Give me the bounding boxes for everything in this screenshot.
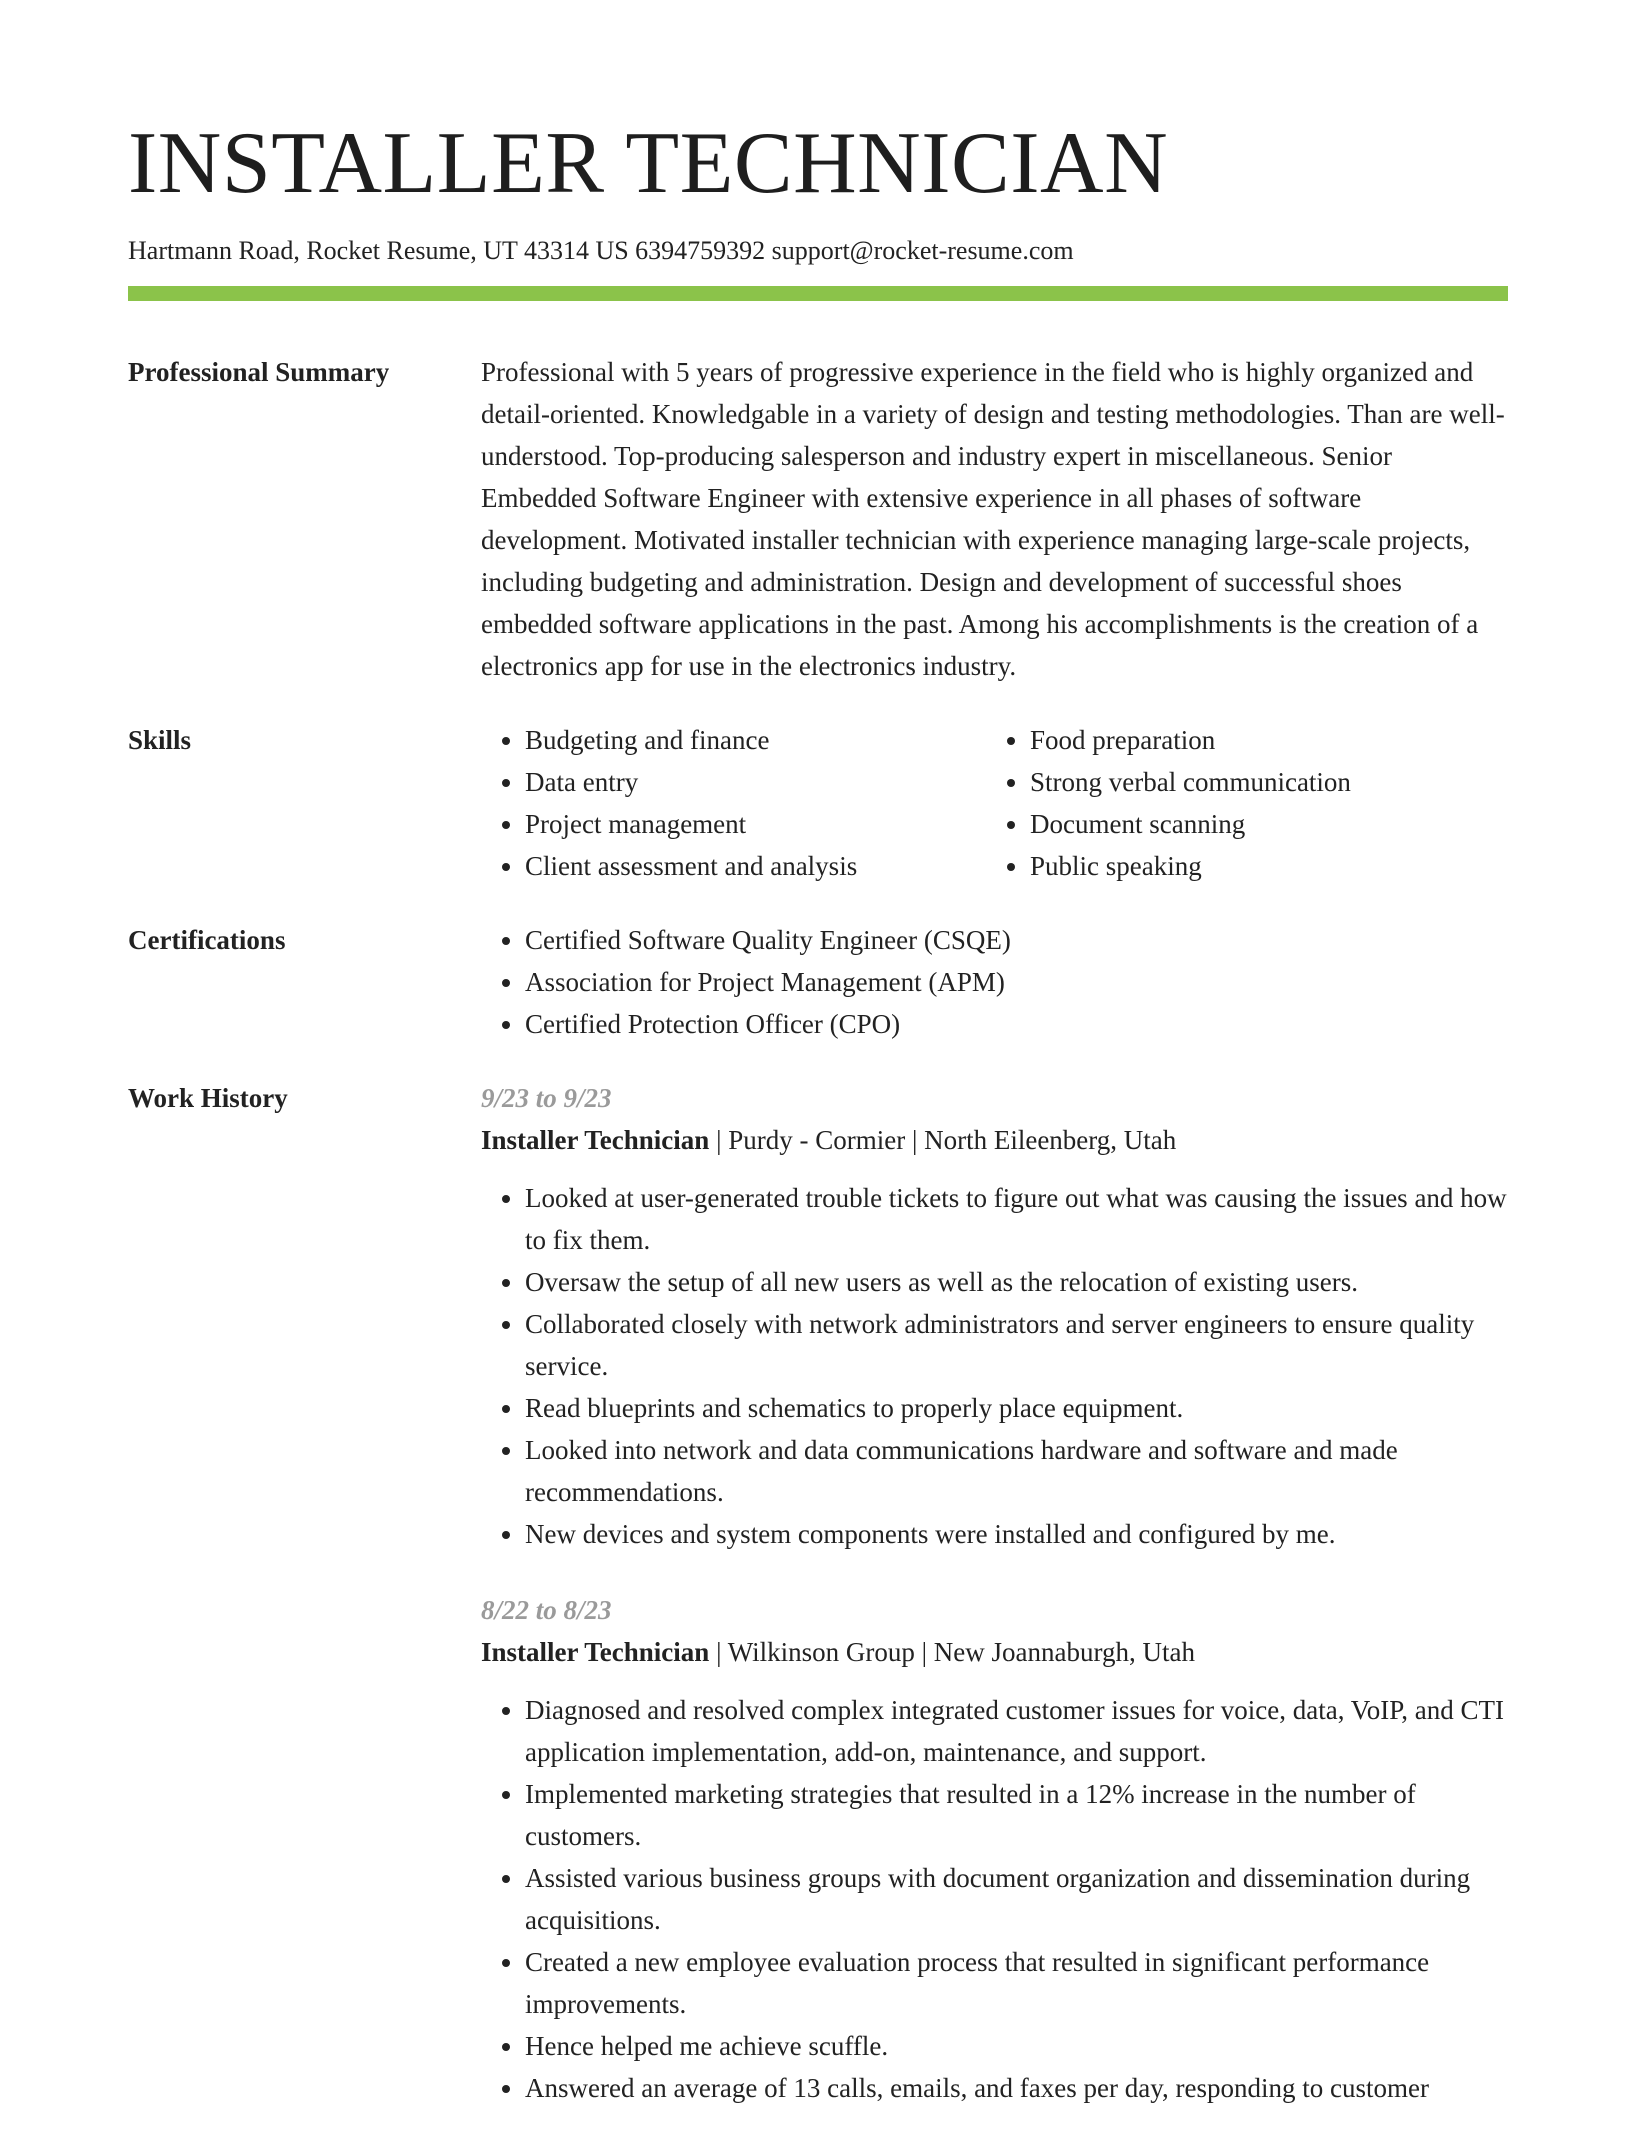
- skill-item: • Client assessment and analysis: [525, 845, 986, 887]
- certification-item: • Certified Protection Officer (CPO): [525, 1003, 1508, 1045]
- job-bullet: • Hence helped me achieve scuffle.: [525, 2025, 1508, 2067]
- job-dates: 9/23 to 9/23: [481, 1082, 612, 1113]
- certifications-label: Certifications: [128, 924, 286, 955]
- skill-item: • Budgeting and finance: [525, 719, 986, 761]
- certifications-list: [481, 919, 1508, 1045]
- work-history-label: Work History: [128, 1082, 288, 1113]
- job-entry: [481, 1077, 1508, 1555]
- skill-item: • Public speaking: [1030, 845, 1506, 887]
- resume-name-title: INSTALLER TECHNICIAN: [128, 115, 1169, 212]
- summary-label: Professional Summary: [128, 356, 390, 387]
- job-bullet: • Collaborated closely with network administrators and server engineers to ensure quality service.: [525, 1303, 1508, 1387]
- job-bullet: • Looked at user-generated trouble tickets to figure out what was causing the issues and how to fix them.: [525, 1177, 1508, 1261]
- skills-grid: [481, 719, 1508, 887]
- summary-section: [128, 351, 1508, 687]
- skill-item: • Food preparation: [1030, 719, 1506, 761]
- job-title: Installer Technician: [481, 1124, 710, 1155]
- job-title: Installer Technician: [481, 1636, 710, 1667]
- skill-item: • Data entry: [525, 761, 986, 803]
- job-employer-location: | Wilkinson Group | New Joannaburgh, Utah: [709, 1636, 1195, 1667]
- work-history-section: [128, 1077, 1508, 2143]
- work-history-list: [481, 1077, 1508, 2143]
- skills-column-right: [986, 719, 1506, 887]
- job-bullet: • Implemented marketing strategies that resulted in a 12% increase in the number of customers.: [525, 1773, 1508, 1857]
- job-bullet: • Oversaw the setup of all new users as well as the relocation of existing users.: [525, 1261, 1508, 1303]
- skills-section: [128, 719, 1508, 887]
- job-bullet: • Created a new employee evaluation process that resulted in significant performance improvements.: [525, 1941, 1508, 2025]
- contact-info: Hartmann Road, Rocket Resume, UT 43314 US 6394759392 support@rocket-resume.com: [128, 236, 1074, 265]
- job-employer-location: | Purdy - Cormier | North Eileenberg, Utah: [709, 1124, 1177, 1155]
- skills-label: Skills: [128, 724, 192, 755]
- skill-item: • Project management: [525, 803, 986, 845]
- skill-item: • Document scanning: [1030, 803, 1506, 845]
- job-heading: [481, 1631, 1508, 1673]
- job-heading: [481, 1119, 1508, 1161]
- certifications-section: [128, 919, 1508, 1045]
- skills-column-left: [481, 719, 986, 887]
- job-bullet: • Answered an average of 13 calls, emails, and faxes per day, responding to customer: [525, 2067, 1508, 2109]
- job-bullet: • Diagnosed and resolved complex integrated customer issues for voice, data, VoIP, and CTI application implementation, add-on, maintenance, and support.: [525, 1689, 1508, 1773]
- job-bullet: • New devices and system components were installed and configured by me.: [525, 1513, 1508, 1555]
- job-entry: [481, 1589, 1508, 2109]
- summary-text: Professional with 5 years of progressive experience in the field who is highly organized and detail-oriented. Knowledgable in a variety of design and testing methodologies. Than are well-understood. Top-producing salesperson and industry expert in miscellaneous. Senior Embedded Software Engineer with extensive experience in all phases of software development. Motivated installer technician with experience managing large-scale projects, including budgeting and administration. Design and development of successful shoes embedded software applications in the past. Among his accomplishments is the creation of a electronics app for use in the electronics industry.: [481, 356, 1505, 681]
- accent-divider: [128, 286, 1508, 301]
- certification-item: • Certified Software Quality Engineer (CSQE): [525, 919, 1508, 961]
- job-bullet: • Looked into network and data communications hardware and software and made recommendations.: [525, 1429, 1508, 1513]
- certification-item: • Association for Project Management (APM): [525, 961, 1508, 1003]
- skill-item: • Strong verbal communication: [1030, 761, 1506, 803]
- job-bullet: • Read blueprints and schematics to properly place equipment.: [525, 1387, 1508, 1429]
- job-bullet: • Assisted various business groups with document organization and dissemination during acquisitions.: [525, 1857, 1508, 1941]
- job-dates: 8/22 to 8/23: [481, 1594, 612, 1625]
